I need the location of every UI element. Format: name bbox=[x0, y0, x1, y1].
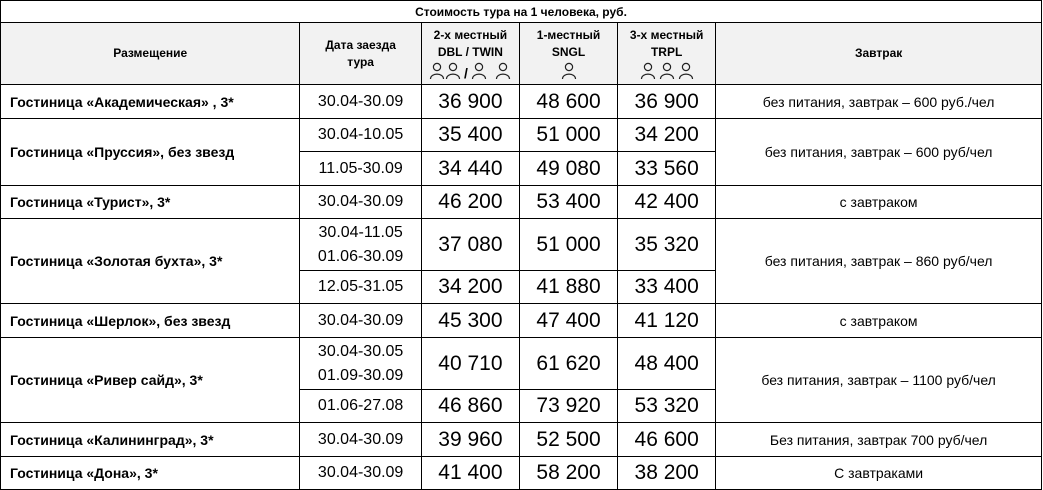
breakfast-info: с завтраком bbox=[716, 304, 1042, 338]
price-sngl: 49 080 bbox=[519, 152, 617, 186]
price-dbl: 39 960 bbox=[421, 423, 519, 457]
price-sngl: 51 000 bbox=[519, 119, 617, 152]
table-row bbox=[1, 85, 1042, 119]
price-dbl: 36 900 bbox=[421, 85, 519, 119]
tour-dates bbox=[300, 338, 421, 390]
tour-dates: 30.04-10.05 bbox=[300, 119, 421, 152]
price-trpl: 35 320 bbox=[618, 219, 716, 271]
price-sngl: 73 920 bbox=[519, 390, 617, 423]
hotel-name: Гостиница «Турист», 3* bbox=[1, 186, 300, 219]
header-placement: Размещение bbox=[1, 23, 300, 85]
tour-dates-line2: 01.06-30.09 bbox=[317, 247, 404, 265]
price-sngl: 41 880 bbox=[519, 271, 617, 304]
header-trpl bbox=[618, 23, 716, 85]
price-trpl: 38 200 bbox=[618, 457, 716, 490]
price-trpl: 53 320 bbox=[618, 390, 716, 423]
price-sngl: 51 000 bbox=[519, 219, 617, 271]
price-sngl: 48 600 bbox=[519, 85, 617, 119]
price-trpl: 42 400 bbox=[618, 186, 716, 219]
header-breakfast: Завтрак bbox=[716, 23, 1042, 85]
person-icon bbox=[473, 63, 486, 79]
trpl-icons bbox=[618, 62, 715, 80]
table-row bbox=[1, 304, 1042, 338]
table-row bbox=[1, 219, 1042, 271]
tour-dates bbox=[300, 219, 421, 271]
hotel-name: Гостиница «Золотая бухта», 3* bbox=[1, 219, 300, 304]
person-icon bbox=[447, 63, 460, 79]
breakfast-info: Без питания, завтрак 700 руб/чел bbox=[716, 423, 1042, 457]
table-row bbox=[1, 423, 1042, 457]
table-title: Стоимость тура на 1 человека, руб. bbox=[1, 1, 1042, 23]
table-row bbox=[1, 338, 1042, 390]
tour-dates-line2: 01.09-30.09 bbox=[317, 366, 404, 384]
price-dbl: 34 440 bbox=[421, 152, 519, 186]
price-dbl: 34 200 bbox=[421, 271, 519, 304]
header-dbl bbox=[421, 23, 519, 85]
table-row bbox=[1, 119, 1042, 152]
header-dates-line2: тура bbox=[347, 54, 374, 69]
breakfast-info: без питания, завтрак – 860 руб/чел bbox=[716, 219, 1042, 304]
tour-dates: 30.04-30.09 bbox=[300, 85, 421, 119]
header-dates-line1: Дата заезда bbox=[325, 37, 396, 52]
price-dbl: 35 400 bbox=[421, 119, 519, 152]
breakfast-info: без питания, завтрак – 600 руб./чел bbox=[716, 85, 1042, 119]
hotel-name: Гостиница «Шерлок», без звезд bbox=[1, 304, 300, 338]
dbl-twin-icons bbox=[422, 62, 519, 80]
breakfast-info: без питания, завтрак – 1100 руб/чел bbox=[716, 338, 1042, 423]
header-sngl-line2: SNGL bbox=[551, 45, 586, 59]
person-icon bbox=[641, 63, 654, 79]
hotel-name: Гостиница «Академическая» , 3* bbox=[1, 85, 300, 119]
tour-dates: 30.04-30.09 bbox=[300, 457, 421, 490]
price-trpl: 48 400 bbox=[618, 338, 716, 390]
price-dbl: 41 400 bbox=[421, 457, 519, 490]
table-row bbox=[1, 186, 1042, 219]
person-icon bbox=[562, 63, 575, 79]
price-trpl: 36 900 bbox=[618, 85, 716, 119]
person-icon bbox=[431, 63, 444, 79]
person-icon bbox=[660, 63, 673, 79]
header-trpl-line2: TRPL bbox=[650, 45, 683, 59]
price-trpl: 46 600 bbox=[618, 423, 716, 457]
person-icon bbox=[497, 63, 510, 79]
price-trpl: 41 120 bbox=[618, 304, 716, 338]
tour-dates: 12.05-31.05 bbox=[300, 271, 421, 304]
price-sngl: 53 400 bbox=[519, 186, 617, 219]
header-dbl-line2: DBL / TWIN bbox=[437, 45, 503, 59]
table-row bbox=[1, 457, 1042, 490]
tour-dates-line1: 30.04-30.05 bbox=[317, 342, 404, 360]
header-dates bbox=[300, 23, 421, 85]
tour-dates: 30.04-30.09 bbox=[300, 304, 421, 338]
header-trpl-line1: 3-х местный bbox=[629, 28, 704, 42]
price-trpl: 33 400 bbox=[618, 271, 716, 304]
hotel-name: Гостиница «Калининград», 3* bbox=[1, 423, 300, 457]
price-trpl: 33 560 bbox=[618, 152, 716, 186]
header-row bbox=[1, 23, 1042, 85]
price-dbl: 45 300 bbox=[421, 304, 519, 338]
tour-dates: 01.06-27.08 bbox=[300, 390, 421, 423]
hotel-name: Гостиница «Пруссия», без звезд bbox=[1, 119, 300, 186]
price-dbl: 46 200 bbox=[421, 186, 519, 219]
hotel-name: Гостиница «Дона», 3* bbox=[1, 457, 300, 490]
breakfast-info: С завтраками bbox=[716, 457, 1042, 490]
header-sngl-line1: 1-местный bbox=[536, 28, 601, 42]
price-dbl: 40 710 bbox=[421, 338, 519, 390]
price-sngl: 47 400 bbox=[519, 304, 617, 338]
tour-dates: 11.05-30.09 bbox=[300, 152, 421, 186]
breakfast-info: с завтраком bbox=[716, 186, 1042, 219]
price-sngl: 52 500 bbox=[519, 423, 617, 457]
tour-dates: 30.04-30.09 bbox=[300, 186, 421, 219]
header-sngl bbox=[519, 23, 617, 85]
hotel-name: Гостиница «Ривер сайд», 3* bbox=[1, 338, 300, 423]
price-sngl: 61 620 bbox=[519, 338, 617, 390]
price-dbl: 37 080 bbox=[421, 219, 519, 271]
breakfast-info: без питания, завтрак – 600 руб/чел bbox=[716, 119, 1042, 186]
price-dbl: 46 860 bbox=[421, 390, 519, 423]
price-trpl: 34 200 bbox=[618, 119, 716, 152]
person-icon bbox=[679, 63, 692, 79]
header-dbl-line1: 2-х местный bbox=[433, 28, 508, 42]
tour-dates: 30.04-30.09 bbox=[300, 423, 421, 457]
dbl-twin-separator: / bbox=[464, 65, 469, 80]
tour-dates-line1: 30.04-11.05 bbox=[318, 223, 403, 241]
price-sngl: 58 200 bbox=[519, 457, 617, 490]
sngl-icons bbox=[520, 62, 617, 80]
